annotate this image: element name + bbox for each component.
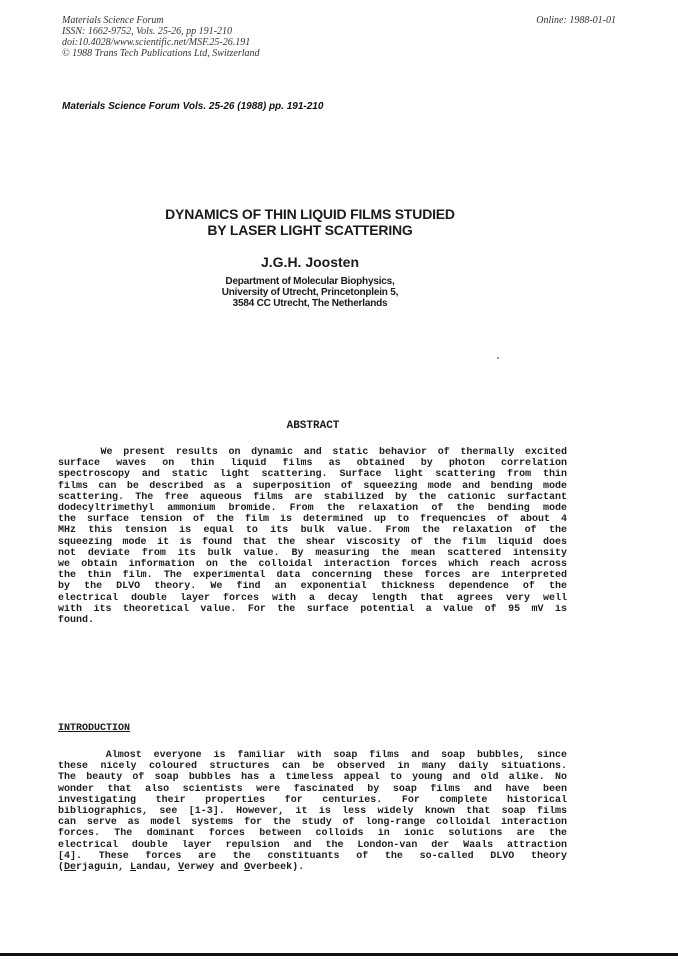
dlvo-initial-o: O	[244, 862, 251, 874]
affiliation-line-2: University of Utrecht, Princetonplein 5,	[221, 287, 399, 298]
affiliation-line-3: 3584 CC Utrecht, The Netherlands	[232, 298, 388, 309]
abstract-line: We present results on dynamic and static behavior of thermally excited	[58, 447, 567, 458]
intro-line-dlvo	[58, 862, 567, 873]
dlvo-initial-v: V	[178, 862, 185, 874]
publication-metadata	[62, 15, 260, 59]
issn-line: ISSN: 1662-9752, Vols. 25-26, pp 191-210	[62, 26, 232, 37]
page-bottom-rule	[0, 953, 678, 956]
abstract-body	[58, 447, 567, 626]
intro-line: Almost everyone is familiar with soap films and soap bubbles, since	[58, 750, 567, 761]
scan-speck	[497, 357, 499, 359]
abstract-line: scattering. The free aqueous films are stabilized by the cationic surfactant	[58, 491, 567, 503]
abstract-line: electrical double layer forces with a decay length that agrees very well	[58, 592, 567, 604]
abstract-line: films can be described as a superposition of squeezing mode and bending mode	[58, 480, 567, 492]
journal-reference: Materials Science Forum Vols. 25-26 (1988) pp. 191-210	[62, 101, 324, 112]
abstract-line: with its theoretical value. For the surface potential a value of 95 mV is	[58, 603, 567, 615]
intro-line: [4]. These forces are the constituants of the so-called DLVO theory	[58, 850, 567, 862]
doi-line[interactable]: doi:10.4028/www.scientific.net/MSF.25-26.191	[62, 37, 251, 48]
paper-title	[0, 206, 620, 238]
intro-line: bibliographics, see [1-3]. However, it is less widely known that soap films	[58, 806, 567, 818]
journal-name: Materials Science Forum	[62, 15, 164, 26]
copyright-line: © 1988 Trans Tech Publications Ltd, Switzerland	[62, 48, 260, 59]
intro-line: can serve as model systems for the study of long-range colloidal interaction	[58, 817, 567, 829]
dlvo-rest-l: andau,	[136, 862, 179, 874]
abstract-line: found.	[58, 615, 95, 627]
online-date: Online: 1988-01-01	[536, 15, 616, 26]
intro-line: electrical double layer repulsion and the London-van der Waals attraction	[58, 839, 567, 851]
abstract-line: we obtain information on the colloidal interaction forces which reach across	[58, 559, 567, 571]
intro-line: investigating their properties for centuries. For complete historical	[58, 794, 567, 806]
abstract-line: spectroscopy and static light scattering. Surface light scattering from thin	[58, 469, 567, 481]
affiliation	[0, 276, 620, 309]
intro-line: forces. The dominant forces between colloids in ionic solutions are the	[58, 828, 567, 840]
abstract-line: MHz this tension is equal to its bulk value. From the relaxation of the	[58, 525, 567, 537]
author-name: J.G.H. Joosten	[260, 254, 360, 270]
abstract-line: squeezing mode it is found that the shear viscosity of the film liquid does	[58, 536, 567, 548]
title-line-1: DYNAMICS OF THIN LIQUID FILMS STUDIED	[165, 206, 455, 222]
intro-line: these nicely coloured structures can be observed in many daily situations.	[58, 761, 567, 773]
dlvo-initial-d: De	[64, 862, 77, 874]
introduction-body	[58, 750, 567, 873]
abstract-line: by the DLVO theory. We find an exponential thickness dependence of the	[58, 581, 567, 593]
introduction-heading: INTRODUCTION	[58, 723, 131, 734]
dlvo-initial-l: L	[130, 862, 137, 874]
affiliation-line-1: Department of Molecular Biophysics,	[225, 276, 395, 287]
abstract-line: surface waves on thin liquid films as obtained by photon correlation	[58, 458, 567, 470]
dlvo-rest-v: erwey and	[184, 862, 245, 874]
title-line-2: BY LASER LIGHT SCATTERING	[207, 222, 413, 238]
intro-line: wonder that also scientists were fascinated by soap films and have been	[58, 783, 567, 795]
intro-line: The beauty of soap bubbles has a timeless appeal to young and old alike. No	[58, 772, 567, 784]
dlvo-rest-o: verbeek).	[250, 862, 305, 874]
abstract-line: not deviate from its bulk value. By measuring the mean scattered intensity	[58, 547, 567, 559]
abstract-line: dodecyltrimethyl ammonium bromide. From the relaxation of the bending mode	[58, 503, 567, 515]
abstract-heading: ABSTRACT	[286, 420, 340, 432]
dlvo-rest-d: rjaguin,	[76, 862, 131, 874]
abstract-line: the surface tension of the film is determined up to frequencies of about 4	[58, 514, 567, 526]
dlvo-open: (	[58, 862, 65, 874]
abstract-line: the thin film. The experimental data concerning these forces are interpreted	[58, 570, 567, 582]
